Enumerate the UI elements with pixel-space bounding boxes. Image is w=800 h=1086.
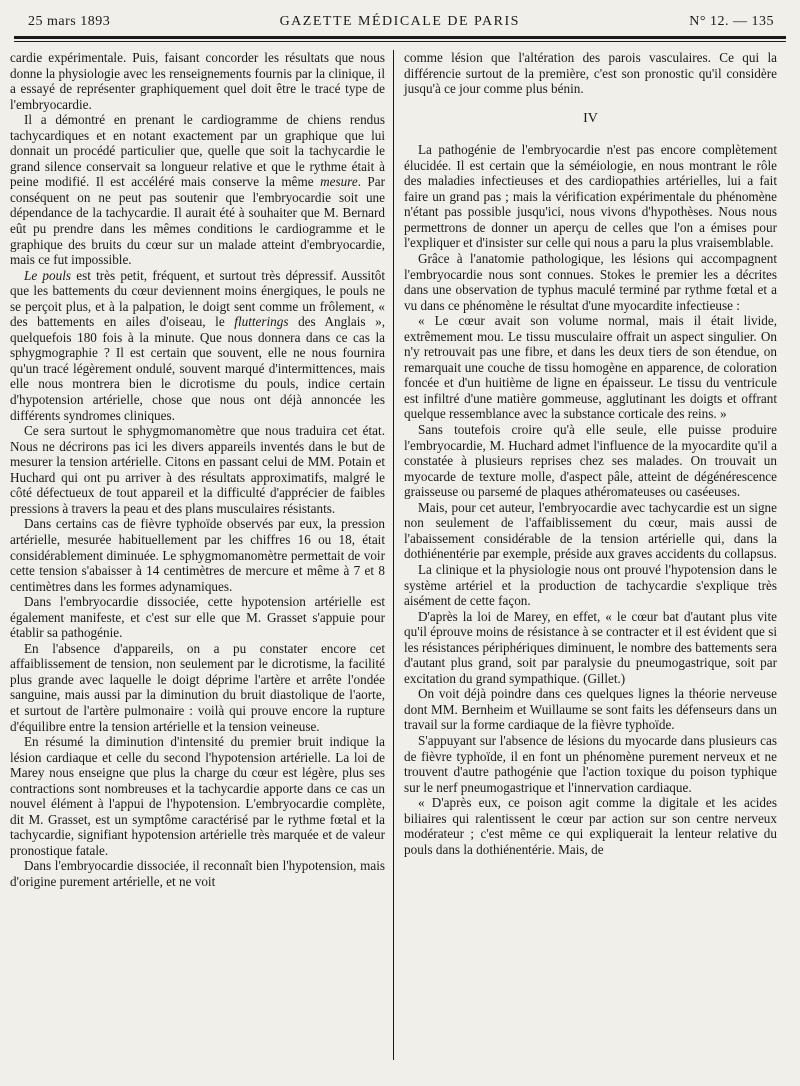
- right-paragraph-8: D'après la loi de Marey, en effet, « le cœur bat d'autant plus vite qu'il éprouve moins de résistance à se contracter et il est évident que si les résistances périphériques diminuent, le nombre des battements sera d'autant plus grand, soit par paralysie du pneumogastrique, soit par excitation du grand sympathique. (Gillet.): [404, 608, 777, 686]
- right-paragraph-11: « D'après eux, ce poison agit comme la digitale et les acides biliaires qui ralentissent le cœur par action sur son centre nerveux modérateur ; c'est même ce qui expliquerait la lenteur relative du pouls dans la dothiénentérie. Mais, de: [404, 795, 777, 857]
- right-paragraph-1: comme lésion que l'altération des parois vasculaires. Ce qui la différencie surtout de la première, c'est son pronostic qu'il considère jusqu'à ce jour comme plus bénin.: [404, 50, 777, 97]
- left-paragraph-9: Dans l'embryocardie dissociée, il reconnaît bien l'hypotension, mais d'origine purement artérielle, et ne voit: [10, 858, 385, 889]
- header-title: GAZETTE MÉDICALE DE PARIS: [279, 14, 520, 29]
- header-date: 25 mars 1893: [28, 14, 111, 29]
- left-paragraph-3: [10, 268, 385, 423]
- right-paragraph-4: « Le cœur avait son volume normal, mais il était livide, extrêmement mou. Le tissu musculaire offrait un aspect singulier. On n'y retrouvait pas une fibre, et dans les deux tiers de son étendue, on remarquait une couche de tissu homogène en apparence, de coloration foncée et d'un huitième de ligne en épaisseur. Le tissu du ventricule est infiltré d'une matière gommeuse, agglutinant les doigts et offrant quelque ressemblance avec la substance corticale des reins. »: [404, 313, 777, 422]
- left-paragraph-6: Dans l'embryocardie dissociée, cette hypotension artérielle est également manifeste, et c'est sur elle que M. Grasset s'appuie pour établir sa pathogénie.: [10, 594, 385, 641]
- left-column: [8, 50, 391, 1060]
- left-paragraph-1: cardie expérimentale. Puis, faisant concorder les résultats que nous donne la physiologie avec les renseignements fournis par la clinique, il a essayé de représenter graphiquement quel doit être le tracé type de l'embryocardie.: [10, 50, 385, 112]
- left-paragraph-5: Dans certains cas de fièvre typhoïde observés par eux, la pression artérielle, mesurée habituellement par les chiffres 16 ou 18, était considérablement diminuée. Le sphygmomanomètre permettait de voir cette tension s'abaisser à 14 centimètres de mercure et même à 7 et 8 centimètres dans les formes adynamiques.: [10, 516, 385, 594]
- left-paragraph-2: [10, 112, 385, 267]
- left-p2-text-a: Il a démontré en prenant le cardiogramme de chiens rendus tachycardiques et en notant exactement par un graphique que lui donnait un procédé particulier que, quelle que soit la tachycardie le grand silence conservait sa longueur relative et que le rythme était à peine modifié. Il est accéléré mais conserve la même: [10, 112, 385, 190]
- right-paragraph-9: On voit déjà poindre dans ces quelques lignes la théorie nerveuse dont MM. Bernheim et Wuillaume se sont faits les défenseurs dans un travail sur la forme cardiaque de la fièvre typhoïde.: [404, 686, 777, 733]
- right-column: [396, 50, 779, 1060]
- left-p3-italic: Le pouls: [24, 267, 71, 283]
- section-heading-iv: IV: [583, 110, 598, 126]
- right-paragraph-10: S'appuyant sur l'absence de lésions du myocarde dans plusieurs cas de fièvre typhoïde, il en font un phénomène purement nerveux et ne trouvent d'autre pathogénie que l'action toxique du poison typhique sur le nerf pneumogastrique et l'innervation cardiaque.: [404, 732, 777, 795]
- left-p3-italic-2: flutterings: [234, 314, 289, 330]
- right-paragraph-3: Grâce à l'anatomie pathologique, les lésions qui accompagnent l'embryocardie nous sont connues. Stokes le premier les a décrites dans une observation de typhus maculé terminé par rythme fœtal et a vu dans ce phénomène le résultat d'une myocardite infectieuse :: [404, 251, 777, 313]
- left-paragraph-7: En l'absence d'appareils, on a pu constater encore cet affaiblissement de tension, non seulement par le dicrotisme, la facilité plus grande avec laquelle le doigt déprime l'artère et arrête l'ondée sanguine, mais aussi par la diminution du bruit diastolique de l'aorte, et surtout de l'artère pulmonaire : voilà qui prouve encore la rupture d'équilibre entre la tension artérielle et la tension veineuse.: [10, 640, 385, 734]
- left-p2-italic: mesure: [320, 174, 358, 190]
- left-p3-text-b: des Anglais », quelquefois 180 fois à la minute. Que nous donnera dans ce cas la sphygmographie ? Il est certain que souvent, elle ne nous fournira qu'un tracé légèrement ondulé, souvent marqué d'intermittences, mais elle nous montrera bien le dicrotisme du pouls, indice certain d'hypotension artérielle, chose que nous ont déjà annoncée les différents syndromes cliniques.: [10, 314, 386, 423]
- running-header: [8, 0, 790, 30]
- right-paragraph-2: La pathogénie de l'embryocardie n'est pas encore complètement élucidée. Il est certain que la séméiologie, en nous montrant le rôle des maladies infectieuses et des cardiopathies artérielles, lui a fait faire un grand pas ; mais la vérification expérimentale du phénomène n'étant pas possible jusqu'ici, nous vivons d'hypothèses. Nous nous permettrons de donner un aperçu de celles que l'on a émises pour l'expliquer et d'insister sur celle qui nous a paru la plus vraisemblable.: [404, 142, 777, 251]
- header-rule-thin: [14, 41, 786, 42]
- right-paragraph-5: Sans toutefois croire qu'à elle seule, elle puisse produire l'embryocardie, M. Huchard admet l'influence de la myocardite qu'il a constatée à plusieurs reprises chez ses malades. On trouvait un myocarde de texture molle, d'aspect pâle, atteint de dégénérescence graisseuse ou parsemé de plaques athéromateuses ou caséeuses.: [404, 422, 777, 500]
- header-rule-thick: [14, 36, 786, 39]
- left-paragraph-4: Ce sera surtout le sphygmomanomètre que nous traduira cet état. Nous ne décrirons pas ici les divers appareils inventés dans le but de mesurer la tension artérielle. Citons en passant celui de MM. Potain et Huchard qui ont pu arriver à des résultats approximatifs, malgré le côté défectueux de tout appareil et la difficulté d'apprécier de faibles pressions à travers la peau et des plans musculaires résistants.: [10, 423, 385, 516]
- text-columns: [8, 50, 790, 1060]
- left-paragraph-8: En résumé la diminution d'intensité du premier bruit indique la lésion cardiaque et celle du second l'hypotension artérielle. La loi de Marey nous enseigne que plus la charge du cœur est légère, plus ses contractions sont nombreuses et la tachycardie apporte dans ce cas un nouvel élément à l'appui de l'hypotension. L'embryocardie complète, dit M. Grasset, est un symptôme caractérisé par le rythme fœtal et la tachycardie, signifiant hypotension artérielle très marquée et de valeur pronostique fatale.: [10, 734, 385, 858]
- header-page-number: N° 12. — 135: [689, 14, 774, 29]
- column-divider: [393, 50, 394, 1060]
- left-p3-text-a: est très petit, fréquent, et surtout très dépressif. Aussitôt que les battements du cœur deviennent moins énergiques, le pouls ne se perçoit plus, et à la palpation, le doigt sent comme un frôlement, « des battements en ailes d'oiseau, le: [10, 267, 385, 330]
- right-paragraph-7: La clinique et la physiologie nous ont prouvé l'hypotension dans le système artériel et la production de tachycardie s'explique très aisément de cette façon.: [404, 561, 777, 609]
- right-paragraph-6: Mais, pour cet auteur, l'embryocardie avec tachycardie est un signe non seulement de l'affaiblissement du cœur, mais aussi de l'abaissement considérable de la tension artérielle qui, dans la dothiénentérie par exemple, préside aux graves accidents du collapsus.: [404, 499, 777, 562]
- left-p2-text-b: . Par conséquent on ne peut pas soutenir que l'embryocardie soit une dépendance de la tachycardie. Il aurait été à souhaiter que M. Bernard eût pu prendre dans les mêmes conditions le cardiogramme et le graphique des bruits du cœur sur un malade atteint d'embryocardie, mais ce fut impossible.: [10, 174, 385, 268]
